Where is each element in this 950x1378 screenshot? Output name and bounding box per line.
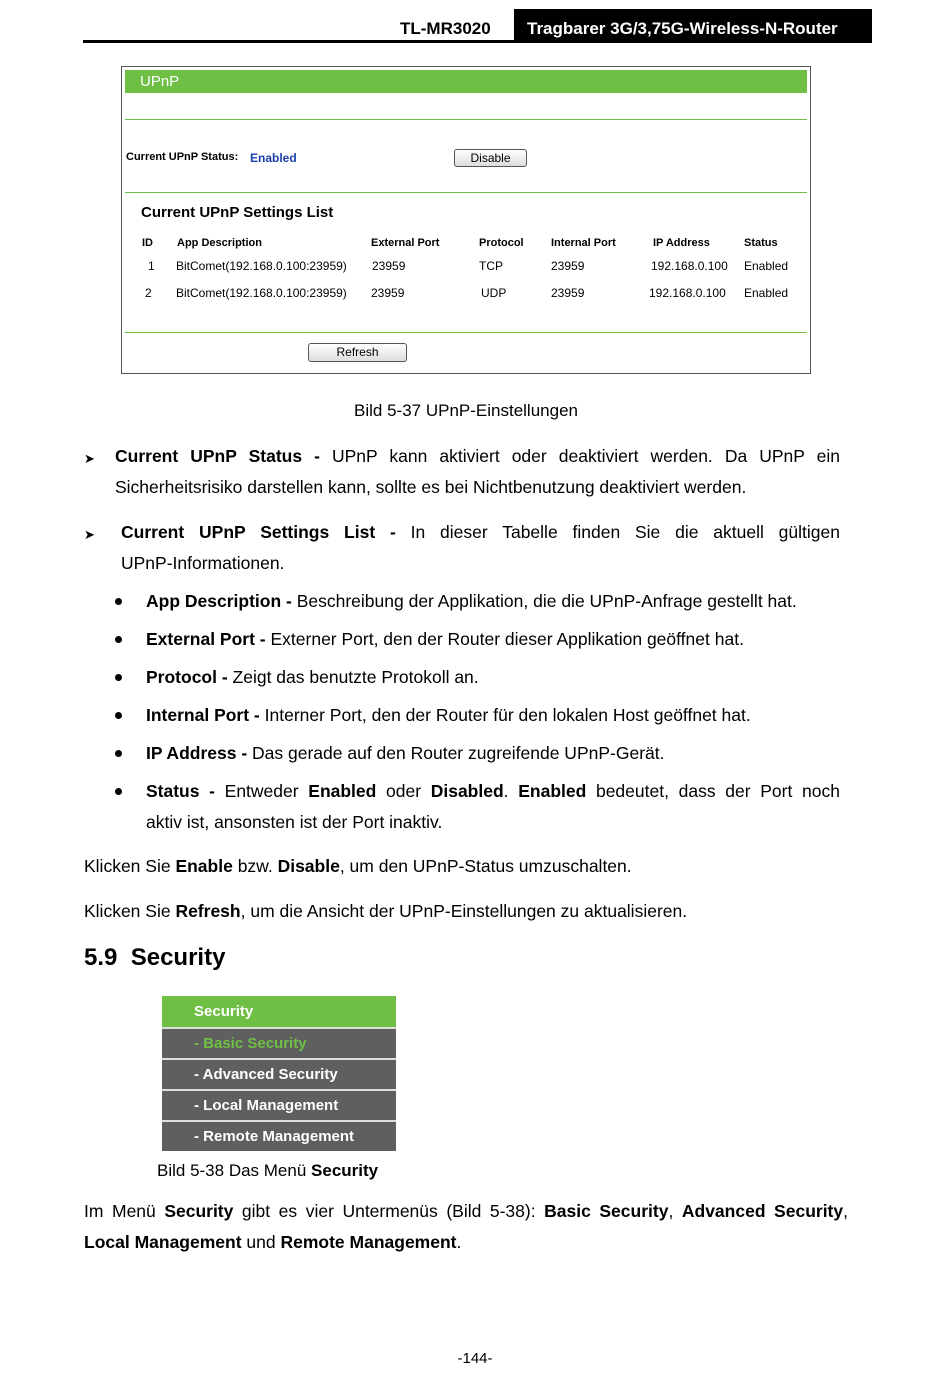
header-rule <box>83 40 872 43</box>
definition-line <box>115 441 840 472</box>
definition-text: In dieser Tabelle finden Sie die aktuell gültigen <box>410 522 840 542</box>
column-header-id: ID <box>142 237 153 249</box>
paragraph: Im Menü Security gibt es vier Untermenüs (Bild 5-38): Basic Security, Advanced Security, <box>84 1201 848 1221</box>
upnp-status-label: Current UPnP Status: <box>126 151 239 163</box>
bullet-icon <box>115 712 122 719</box>
menu-item-basic-security[interactable]: - Basic Security <box>162 1029 396 1058</box>
definition-text: UPnP-Informationen. <box>121 553 285 573</box>
figure-caption: Bild 5-37 UPnP-Einstellungen <box>354 401 578 420</box>
table-cell: 2 <box>145 286 152 300</box>
header-title: Tragbarer 3G/3,75G-Wireless-N-Router <box>514 9 872 43</box>
column-header-app-description: App Description <box>177 237 262 249</box>
section-heading: 5.9 Security <box>84 944 226 971</box>
definition-term: Current UPnP Settings List - <box>121 522 396 542</box>
header-model: TL-MR3020 <box>400 19 491 38</box>
menu-item-remote-management[interactable]: - Remote Management <box>162 1122 396 1151</box>
table-cell: BitComet(192.168.0.100:23959) <box>176 259 347 273</box>
column-header-status: Status <box>744 237 778 249</box>
table-cell: 1 <box>148 259 155 273</box>
definition-text: Sicherheitsrisiko darstellen kann, sollte es bei Nichtbenutzung deaktiviert werden. <box>115 477 747 497</box>
table-row <box>122 259 810 279</box>
menu-item-local-management[interactable]: - Local Management <box>162 1091 396 1120</box>
page-number: -144- <box>457 1350 493 1367</box>
arrow-bullet-icon: ➤ <box>84 451 95 466</box>
paragraph: Klicken Sie Enable bzw. Disable, um den UPnP-Status umzuschalten. <box>84 856 632 876</box>
table-cell: 23959 <box>551 259 585 273</box>
table-cell: 23959 <box>371 286 405 300</box>
definition-term: Current UPnP Status - <box>115 446 320 466</box>
upnp-list-title: Current UPnP Settings List <box>141 204 334 221</box>
definition-line <box>121 517 840 548</box>
list-item: External Port - Externer Port, den der Router dieser Applikation geöffnet hat. <box>146 629 744 649</box>
paragraph: Klicken Sie Refresh, um die Ansicht der UPnP-Einstellungen zu aktualisieren. <box>84 901 688 921</box>
menu-item-advanced-security[interactable]: - Advanced Security <box>162 1060 396 1089</box>
table-cell: 192.168.0.100 <box>651 259 728 273</box>
refresh-button[interactable]: Refresh <box>308 343 407 362</box>
divider <box>125 332 807 333</box>
table-cell: TCP <box>479 259 503 273</box>
column-header-protocol: Protocol <box>479 237 524 249</box>
upnp-status-value: Enabled <box>250 151 297 165</box>
divider <box>125 192 807 193</box>
bullet-icon <box>115 636 122 643</box>
bullet-icon <box>115 788 122 795</box>
paragraph-continuation: Local Management und Remote Management. <box>84 1232 462 1252</box>
table-cell: BitComet(192.168.0.100:23959) <box>176 286 347 300</box>
list-item: Protocol - Zeigt das benutzte Protokoll an. <box>146 667 479 687</box>
list-item: Status - Entweder Enabled oder Disabled. Enabled bedeutet, dass der Port noch <box>146 781 840 801</box>
bullet-icon <box>115 674 122 681</box>
column-header-external-port: External Port <box>371 237 440 249</box>
list-item: Internal Port - Interner Port, den der Router für den lokalen Host geöffnet hat. <box>146 705 751 725</box>
list-item-continuation: aktiv ist, ansonsten ist der Port inaktiv. <box>146 812 443 832</box>
list-item: IP Address - Das gerade auf den Router zugreifende UPnP-Gerät. <box>146 743 665 763</box>
divider <box>125 119 807 120</box>
bullet-icon <box>115 750 122 757</box>
table-cell: 23959 <box>551 286 585 300</box>
table-row <box>122 286 810 306</box>
list-item: App Description - Beschreibung der Applikation, die die UPnP-Anfrage gestellt hat. <box>146 591 797 611</box>
menu-header-security[interactable]: Security <box>162 996 396 1027</box>
column-header-internal-port: Internal Port <box>551 237 616 249</box>
table-cell: UDP <box>481 286 507 300</box>
disable-button[interactable]: Disable <box>454 149 527 167</box>
table-cell: 192.168.0.100 <box>649 286 726 300</box>
table-cell: 23959 <box>372 259 406 273</box>
column-header-ip-address: IP Address <box>653 237 710 249</box>
upnp-title-bar: UPnP <box>125 70 807 93</box>
bullet-icon <box>115 598 122 605</box>
table-cell: Enabled <box>744 259 789 273</box>
table-cell: Enabled <box>744 286 789 300</box>
definition-text: UPnP kann aktiviert oder deaktiviert werden. Da UPnP ein <box>331 446 840 466</box>
upnp-panel <box>121 66 811 374</box>
figure-caption: Bild 5-38 Das Menü Security <box>157 1161 379 1180</box>
security-menu <box>162 996 396 1151</box>
arrow-bullet-icon: ➤ <box>84 527 95 542</box>
